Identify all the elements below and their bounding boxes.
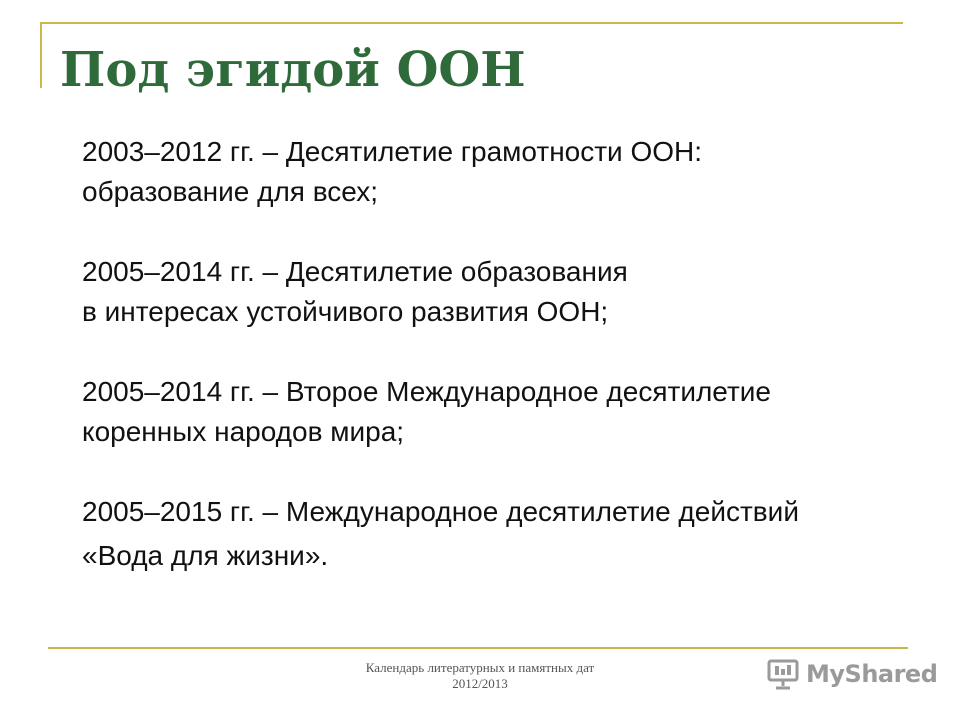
decade-item-line: «Вода для жизни». <box>82 540 329 571</box>
decade-item-line: 2005–2015 гг. – Международное десятилетие действий <box>82 496 799 527</box>
myshared-watermark <box>766 656 937 692</box>
decade-item-sustainable-development <box>82 252 932 332</box>
watermark-text: MyShared <box>806 660 938 688</box>
footer-caption: Календарь литературных и памятных дат <box>365 660 595 675</box>
decade-item-line: в интересах устойчивого развития ООН; <box>82 296 609 327</box>
slide-title: Под эгидой ООН <box>60 42 526 98</box>
slide-body <box>82 132 932 616</box>
footer-year: 2012/2013 <box>452 676 508 691</box>
decade-item-line: коренных народов мира; <box>82 416 405 447</box>
decade-item-line: образование для всех; <box>82 176 379 207</box>
decade-item-literacy <box>82 132 932 212</box>
decade-item-line: 2003–2012 гг. – Десятилетие грамотности ООН: <box>82 136 703 167</box>
presentation-board-icon <box>766 657 800 691</box>
bottom-divider <box>48 647 908 649</box>
decade-item-water-for-life <box>82 492 932 576</box>
slide-footer <box>300 660 660 692</box>
decade-item-indigenous-peoples <box>82 372 932 452</box>
decade-item-line: 2005–2014 гг. – Десятилетие образования <box>82 256 628 287</box>
left-divider <box>40 22 42 88</box>
decade-item-line: 2005–2014 гг. – Второе Международное десятилетие <box>82 376 771 407</box>
top-divider <box>40 22 903 24</box>
